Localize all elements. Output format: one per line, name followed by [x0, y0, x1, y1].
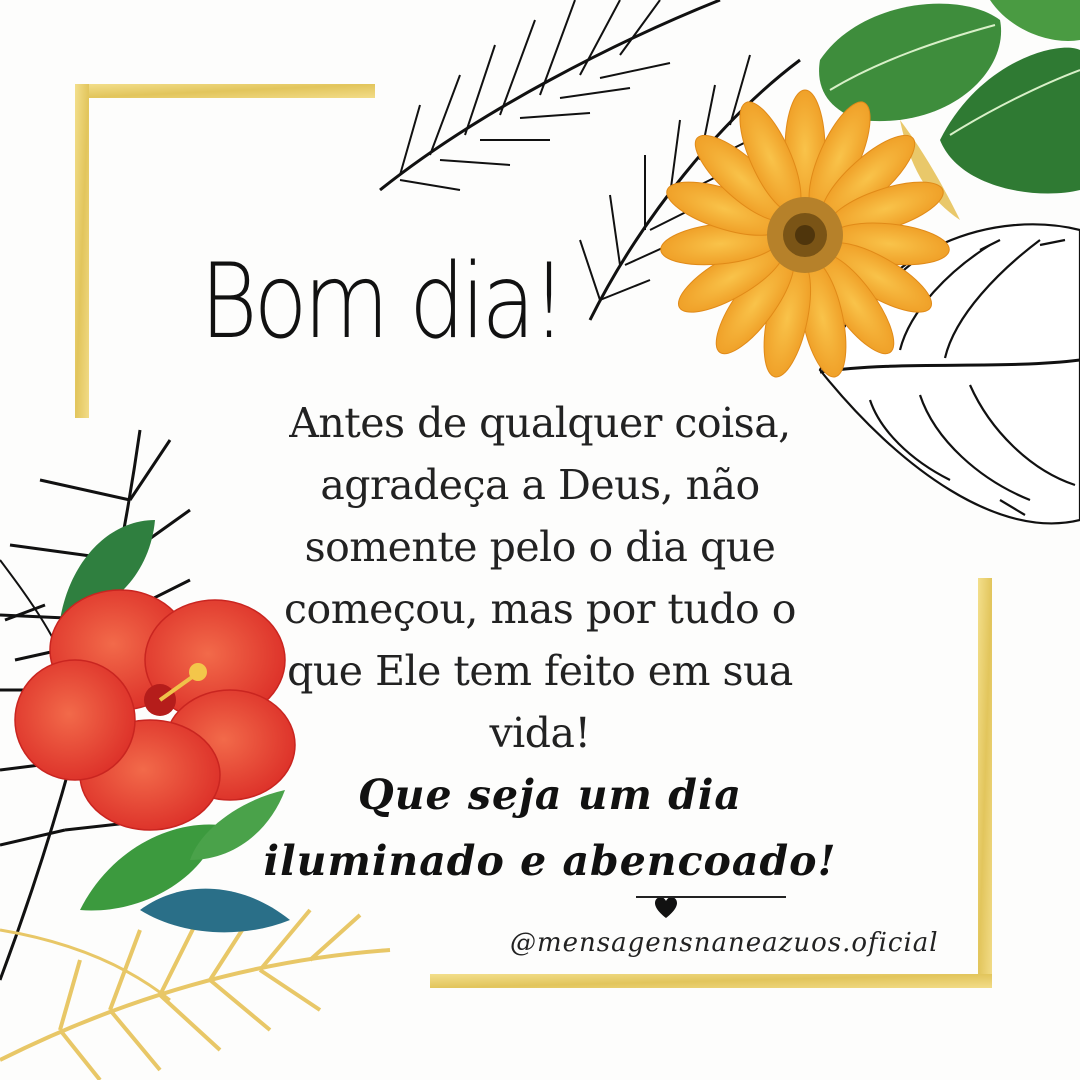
message-line: começou, mas por tudo o: [284, 585, 796, 633]
message-text: [230, 392, 850, 764]
message-line: vida!: [489, 709, 591, 757]
message-line: agradeça a Deus, não: [320, 461, 760, 509]
gold-palm-leaf: [0, 910, 390, 1080]
message-line: que Ele tem feito em sua: [287, 647, 793, 695]
heart-icon: [655, 897, 677, 918]
blessing-line: iluminado e abencoado!: [263, 837, 837, 885]
signature-divider: [636, 896, 786, 898]
signature-handle: @mensagensnaneazuos.oficial: [510, 928, 939, 958]
blessing-text: [250, 762, 850, 894]
greeting-title: Bom dia!: [200, 240, 563, 362]
message-line: somente pelo o dia que: [304, 523, 776, 571]
message-line: Antes de qualquer coisa,: [289, 399, 791, 447]
blessing-line: Que seja um dia: [358, 771, 742, 819]
